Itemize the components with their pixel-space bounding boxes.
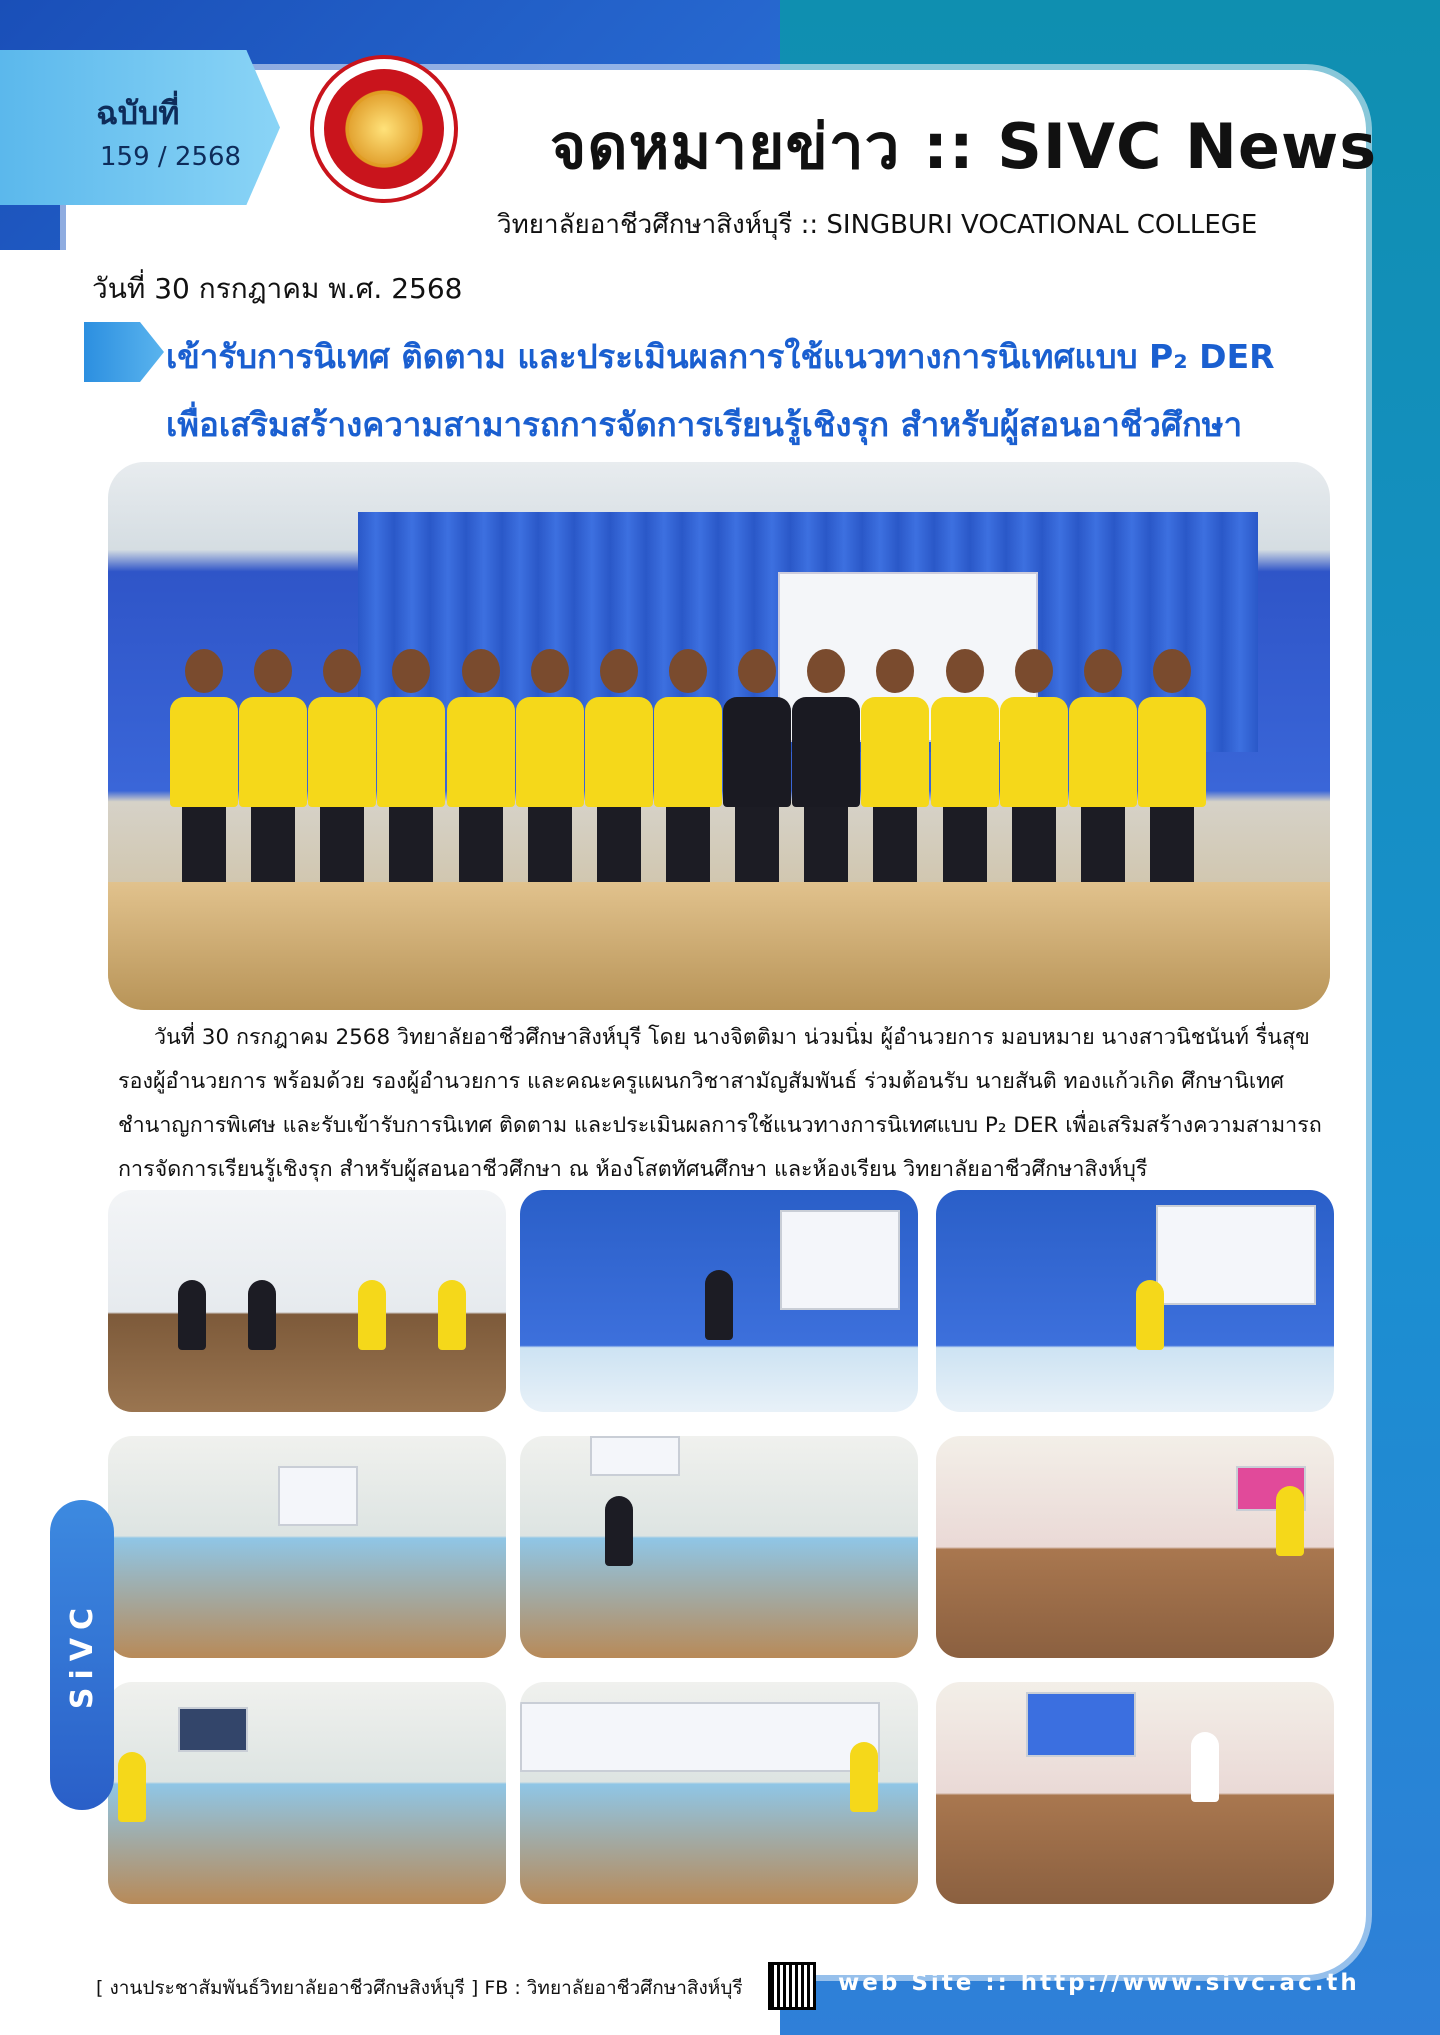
photo-person [247, 649, 299, 897]
footer-website-link[interactable]: web Site :: http://www.sivc.ac.th [838, 1970, 1360, 1996]
photo-person [800, 649, 852, 897]
article-paragraph: วันที่ 30 กรกฎาคม 2568 วิทยาลัยอาชีวศึกษาสิงห์บุรี โดย นางจิตติมา น่วมนิ่ม ผู้อำนวยการ มอบหมาย นางสาวนิชนันท์ รื่นสุข รองผู้อำนวยการ พร้อมด้วย รองผู้อำนวยการ และคณะครูแผนกวิชาสามัญสัมพันธ์ ร่วมต้อนรับ นายสันติ ทองแก้วเกิด ศึกษานิเทศชำนาญการพิเศษ และรับเข้ารับการนิเทศ ติดตาม และประเมินผลการใช้แนวทางการนิเทศแบบ P₂ DER เพื่อเสริมสร้างความสามารถการจัดการเรียนรู้เชิงรุก สำหรับผู้สอนอาชีวศึกษา ณ ห้องโสตทัศนศึกษา และห้องเรียน วิทยาลัยอาชีวศึกษาสิงห์บุรี [118, 1025, 1322, 1182]
photo-person [939, 649, 991, 897]
photo-group-people [178, 647, 1198, 897]
thumbnail-photo [520, 1190, 918, 1412]
photo-person [1077, 649, 1129, 897]
photo-person [316, 649, 368, 897]
photo-person [1008, 649, 1060, 897]
photo-figure [438, 1280, 466, 1350]
photo-screen [590, 1436, 680, 1476]
thumbnail-photo [108, 1190, 506, 1412]
photo-screen [1026, 1692, 1136, 1757]
thumbnail-photo [936, 1190, 1334, 1412]
photo-figure [1276, 1486, 1304, 1556]
photo-figure [705, 1270, 733, 1340]
photo-figure [1136, 1280, 1164, 1350]
headline-line-1: เข้ารับการนิเทศ ติดตาม และประเมินผลการใช้แนวทางการนิเทศแบบ P₂ DER [166, 337, 1275, 376]
photo-person [385, 649, 437, 897]
photo-person [524, 649, 576, 897]
photo-screen [278, 1466, 358, 1526]
emblem-ring [324, 69, 444, 189]
thumbnail-photo [108, 1682, 506, 1904]
photo-whiteboard [520, 1702, 880, 1772]
photo-person [593, 649, 645, 897]
college-emblem-logo [310, 55, 458, 203]
newsletter-title: จดหมายข่าว :: SIVC News [550, 110, 1378, 183]
photo-person [1146, 649, 1198, 897]
photo-person [662, 649, 714, 897]
photo-figure [118, 1752, 146, 1822]
footer-credit: [ งานประชาสัมพันธ์วิทยาลัยอาชีวศึกษสิงห์บุรี ] FB : วิทยาลัยอาชีวศึกษาสิงห์บุรี [96, 1977, 743, 1999]
thumbnail-photo [108, 1436, 506, 1658]
photo-screen [1156, 1205, 1316, 1305]
issue-label: ฉบับที่ [96, 94, 180, 132]
main-group-photo [108, 462, 1330, 1010]
thumbnail-photo [520, 1436, 918, 1658]
side-brand-tab [50, 1500, 114, 1810]
photo-figure [248, 1280, 276, 1350]
newsletter-subtitle: วิทยาลัยอาชีวศึกษาสิงห์บุรี :: SINGBURI VOCATIONAL COLLEGE [497, 210, 1258, 240]
photo-figure [605, 1496, 633, 1566]
thumbnail-photo [936, 1682, 1334, 1904]
thumbnail-photo [520, 1682, 918, 1904]
qr-code-icon[interactable] [768, 1962, 816, 2010]
headline-line-2: เพื่อเสริมสร้างความสามารถการจัดการเรียนรู้เชิงรุก สำหรับผู้สอนอาชีวศึกษา [166, 405, 1243, 444]
thumbnail-photo [936, 1436, 1334, 1658]
side-brand-label: SiVC [64, 1600, 100, 1710]
photo-figure [850, 1742, 878, 1812]
photo-tables [108, 882, 1330, 1010]
photo-person [455, 649, 507, 897]
emblem-core [349, 94, 419, 164]
photo-figure [178, 1280, 206, 1350]
photo-screen [178, 1707, 248, 1752]
issue-number: 159 / 2568 [100, 142, 242, 172]
photo-person [731, 649, 783, 897]
photo-figure [1191, 1732, 1219, 1802]
photo-figure [358, 1280, 386, 1350]
issue-date: วันที่ 30 กรกฎาคม พ.ศ. 2568 [92, 272, 463, 305]
photo-person [869, 649, 921, 897]
photo-person [178, 649, 230, 897]
article-body [118, 1016, 1330, 1192]
photo-screen [780, 1210, 900, 1310]
